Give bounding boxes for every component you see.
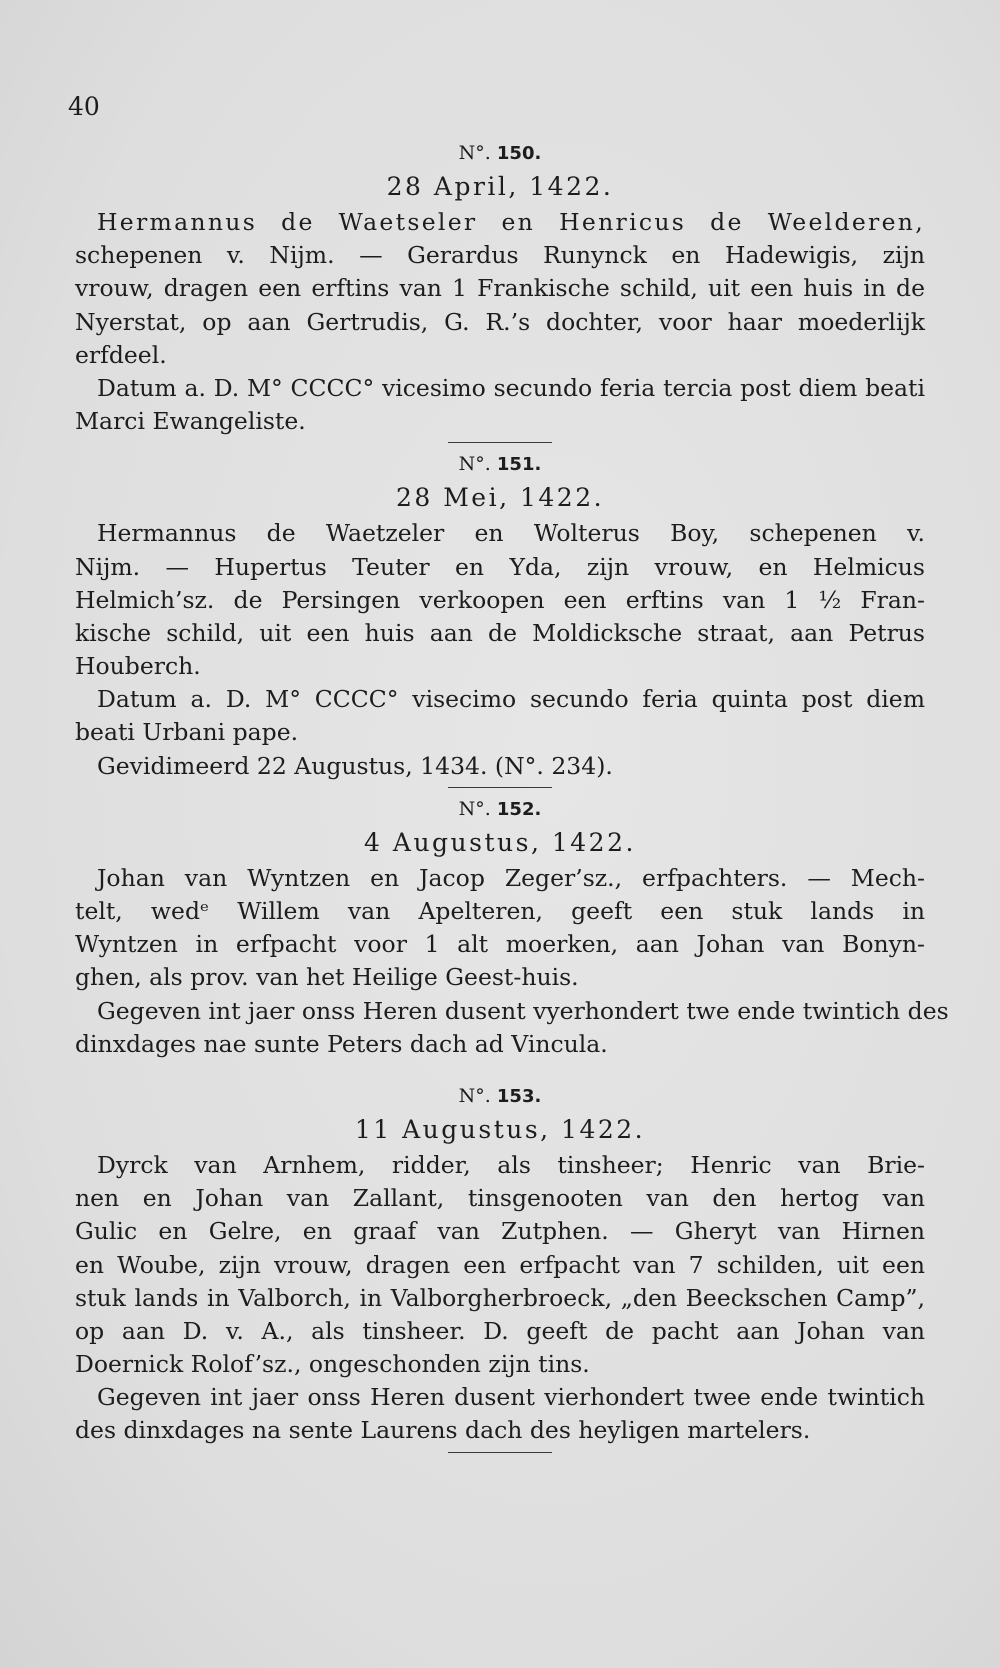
text-column (75, 138, 949, 1459)
entry-line: Johan van Wyntzen en Jacop Zeger’sz., erfpachters. — Mech- (97, 863, 925, 892)
entry-date: 11 Augustus, 1422. (354, 1114, 646, 1144)
entry-line: des dinxdages na sente Laurens dach des heyligen martelers. (75, 1416, 811, 1445)
entry-line: beati Urbani pape. (75, 718, 299, 747)
entry-line: kische schild, uit een huis aan de Moldicksche straat, aan Petrus (75, 618, 925, 647)
entry-line: Nyerstat, op aan Gertrudis, G. R.’s dochter, voor haar moederlijk (75, 307, 925, 336)
entry-line: Datum a. D. M° CCCC° visecimo secundo feria quinta post diem (97, 685, 925, 714)
entry-152 (75, 794, 949, 1081)
entry-line: Datum a. D. M° CCCC° vicesimo secundo feria tercia post diem beati (97, 373, 925, 402)
entry-line: schepenen v. Nijm. — Gerardus Runynck en Hadewigis, zijn (75, 241, 925, 270)
entry-number (75, 449, 925, 479)
entry-line: stuk lands in Valborch, in Valborgherbroeck, „den Beeckschen Camp”, (75, 1283, 925, 1312)
entry-line: dinxdages nae sunte Peters dach ad Vincula. (75, 1029, 608, 1058)
entry-line: op aan D. v. A., als tinsheer. D. geeft de pacht aan Johan van (75, 1316, 925, 1345)
entry-line: Houberch. (75, 652, 201, 681)
entry-150 (75, 138, 925, 443)
entry-line: Helmich’sz. de Persingen verkoopen een erftins van 1 ½ Fran- (75, 585, 925, 614)
divider-rule (448, 442, 552, 443)
entry-number-value: 150. (496, 143, 542, 164)
entry-number (75, 1081, 925, 1111)
entry-line: vrouw, dragen een erftins van 1 Frankische schild, uit een huis in de (75, 274, 925, 303)
entry-line: Gulic en Gelre, en graaf van Zutphen. — Gheryt van Hirnen (75, 1217, 925, 1246)
entry-line: ghen, als prov. van het Heilige Geest-huis. (75, 963, 579, 992)
entry-line: Dyrck van Arnhem, ridder, als tinsheer; Henric van Brie- (97, 1150, 925, 1179)
entry-number-prefix: N°. (458, 453, 491, 476)
entry-date: 28 April, 1422. (386, 172, 614, 201)
entry-date: 4 Augustus, 1422. (364, 827, 636, 857)
entry-line: Hermannus de Waetseler en Henricus de Weelderen, (97, 208, 925, 236)
entry-line: Doernick Rolof’sz., ongeschonden zijn tins. (75, 1350, 590, 1379)
entry-line: nen en Johan van Zallant, tinsgenooten van den hertog van (75, 1184, 925, 1213)
entry-line: erfdeel. (75, 340, 167, 369)
entry-number (75, 138, 925, 168)
entry-line: Wyntzen in erfpacht voor 1 alt moerken, aan Johan van Bonyn- (75, 930, 925, 959)
entry-number-prefix: N°. (458, 1084, 491, 1107)
entry-number-value: 151. (496, 454, 542, 476)
entry-number-value: 153. (496, 1085, 542, 1107)
entry-151 (75, 449, 925, 788)
entry-number-prefix: N°. (458, 142, 491, 164)
entry-line: Nijm. — Hupertus Teuter en Yda, zijn vrouw, en Helmicus (75, 552, 925, 581)
entry-line: Hermannus de Waetzeler en Wolterus Boy, schepenen v. (97, 519, 925, 548)
entry-date: 28 Mei, 1422. (395, 483, 605, 513)
entry-line: telt, wedᵉ Willem van Apelteren, geeft een stuk lands in (75, 897, 925, 925)
entry-line: Gegeven int jaer onss Heren dusent vierhondert twee ende twintich (97, 1383, 925, 1412)
entry-line: en Woube, zijn vrouw, dragen een erfpacht van 7 schilden, uit een (75, 1250, 925, 1279)
entry-number-value: 152. (496, 798, 542, 820)
entry-line: Marci Ewangeliste. (75, 407, 306, 436)
entry-153 (75, 1081, 925, 1453)
entry-number (75, 794, 925, 824)
divider-rule (448, 787, 552, 788)
entry-number-prefix: N°. (458, 797, 491, 820)
divider-rule (448, 1452, 552, 1453)
entry-line: Gevidimeerd 22 Augustus, 1434. (N°. 234). (97, 751, 613, 780)
entry-line: Gegeven int jaer onss Heren dusent vyerhondert twe ende twintich des (97, 996, 949, 1025)
spacer (75, 1061, 925, 1081)
page-number: 40 (68, 92, 100, 121)
